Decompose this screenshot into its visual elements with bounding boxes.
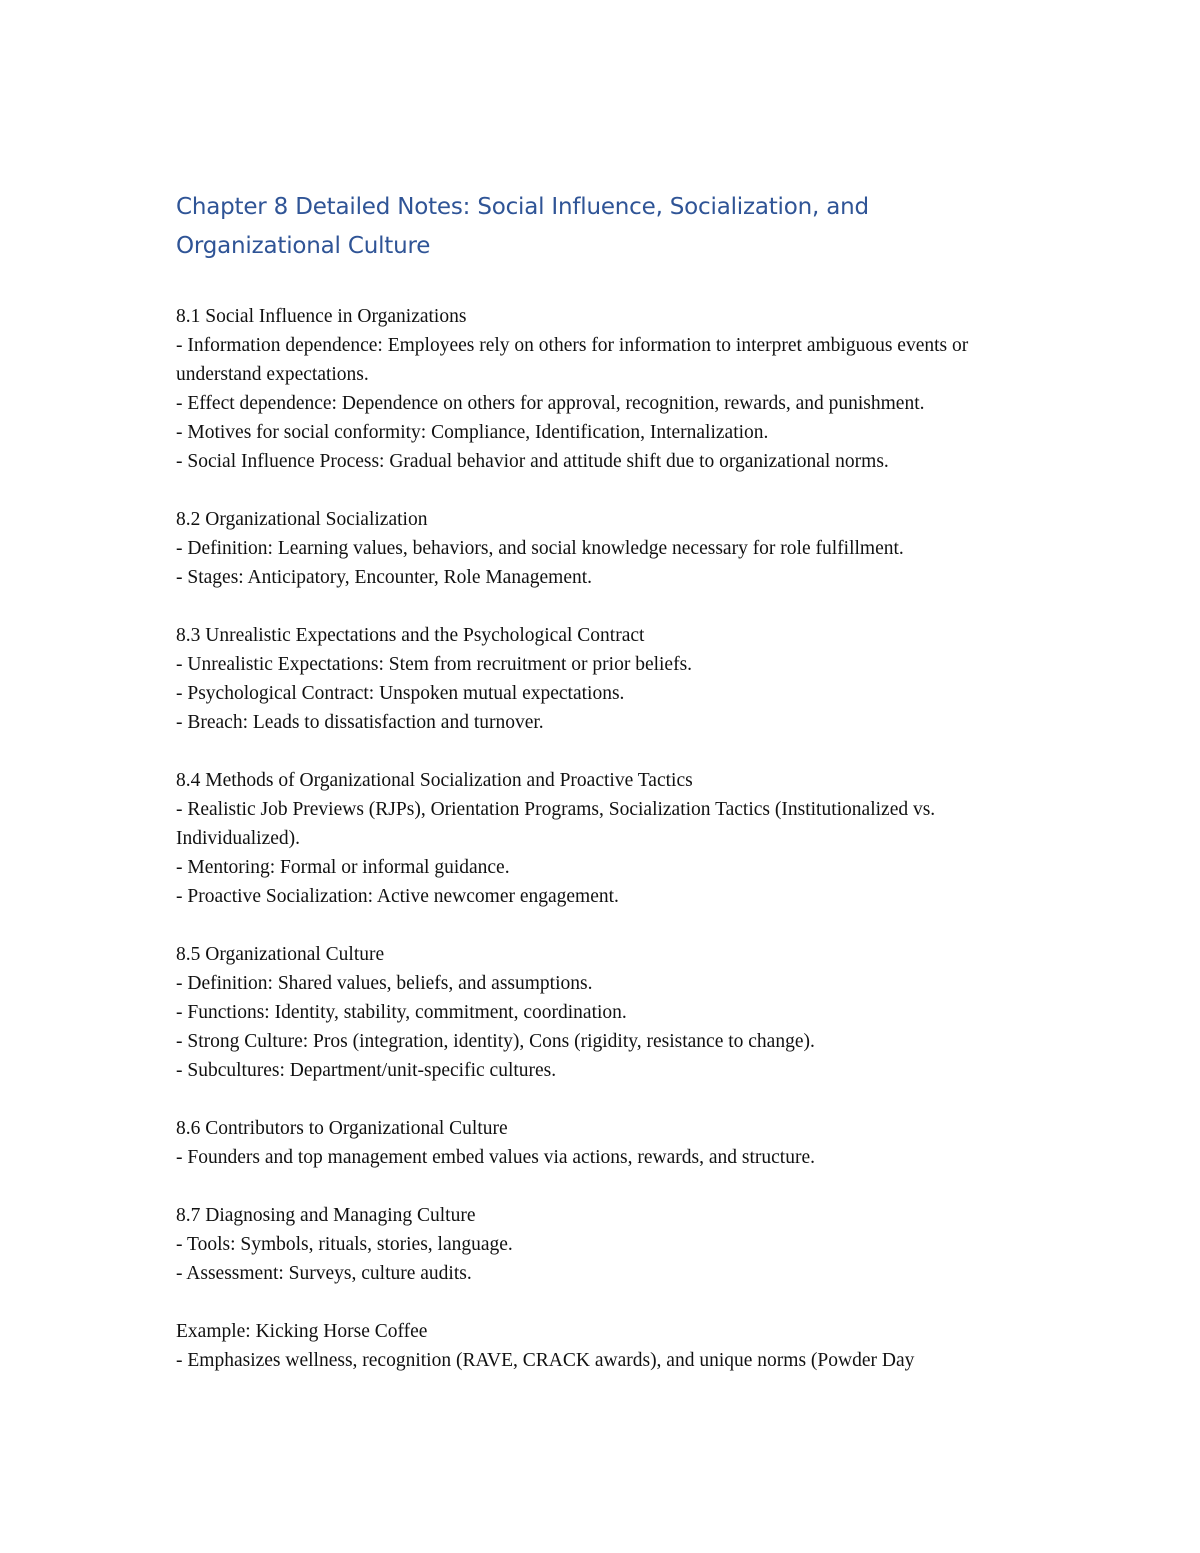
- document-body: [176, 188, 1036, 1404]
- section-heading: 8.3 Unrealistic Expectations and the Psychological Contract: [176, 625, 645, 646]
- bullet-line: - Definition: Shared values, beliefs, and assumptions.: [176, 973, 593, 994]
- bullet-line: - Motives for social conformity: Compliance, Identification, Internalization.: [176, 422, 769, 443]
- bullet-line: - Stages: Anticipatory, Encounter, Role Management.: [176, 567, 593, 588]
- bullet-line: - Effect dependence: Dependence on others for approval, recognition, rewards, and punishment.: [176, 393, 925, 414]
- section-8-3: [176, 621, 1036, 737]
- bullet-line: - Subcultures: Department/unit-specific cultures.: [176, 1060, 557, 1081]
- section-example: [176, 1317, 1036, 1375]
- bullet-line: - Proactive Socialization: Active newcomer engagement.: [176, 886, 619, 907]
- section-8-5: [176, 940, 1036, 1085]
- section-8-6: [176, 1114, 1036, 1172]
- bullet-line: - Tools: Symbols, rituals, stories, language.: [176, 1234, 513, 1255]
- section-heading: 8.7 Diagnosing and Managing Culture: [176, 1205, 476, 1226]
- section-heading: 8.1 Social Influence in Organizations: [176, 306, 467, 327]
- section-heading: 8.5 Organizational Culture: [176, 944, 385, 965]
- section-heading: 8.6 Contributors to Organizational Culture: [176, 1118, 508, 1139]
- section-heading: 8.4 Methods of Organizational Socialization and Proactive Tactics: [176, 770, 693, 791]
- bullet-line: - Realistic Job Previews (RJPs), Orientation Programs, Socialization Tactics (Institutionalized vs. Individualized).: [176, 799, 936, 849]
- section-8-4: [176, 766, 1036, 911]
- bullet-line: - Founders and top management embed values via actions, rewards, and structure.: [176, 1147, 815, 1168]
- bullet-line: - Definition: Learning values, behaviors, and social knowledge necessary for role fulfillment.: [176, 538, 904, 559]
- section-heading: Example: Kicking Horse Coffee: [176, 1321, 428, 1342]
- bullet-line: - Breach: Leads to dissatisfaction and turnover.: [176, 712, 544, 733]
- bullet-line: - Information dependence: Employees rely on others for information to interpret ambiguous events or understand expectations.: [176, 335, 969, 385]
- section-8-2: [176, 505, 1036, 592]
- document-title: Chapter 8 Detailed Notes: Social Influence, Socialization, and Organizational Culture: [176, 194, 869, 259]
- bullet-line: - Assessment: Surveys, culture audits.: [176, 1263, 472, 1284]
- section-heading: 8.2 Organizational Socialization: [176, 509, 428, 530]
- bullet-line: - Functions: Identity, stability, commitment, coordination.: [176, 1002, 627, 1023]
- section-8-7: [176, 1201, 1036, 1288]
- section-8-1: [176, 302, 1036, 476]
- bullet-line: - Strong Culture: Pros (integration, identity), Cons (rigidity, resistance to change).: [176, 1031, 815, 1052]
- bullet-line: - Emphasizes wellness, recognition (RAVE, CRACK awards), and unique norms (Powder Day: [176, 1350, 915, 1371]
- bullet-line: - Social Influence Process: Gradual behavior and attitude shift due to organizational norms.: [176, 451, 889, 472]
- bullet-line: - Mentoring: Formal or informal guidance.: [176, 857, 510, 878]
- bullet-line: - Unrealistic Expectations: Stem from recruitment or prior beliefs.: [176, 654, 693, 675]
- bullet-line: - Psychological Contract: Unspoken mutual expectations.: [176, 683, 625, 704]
